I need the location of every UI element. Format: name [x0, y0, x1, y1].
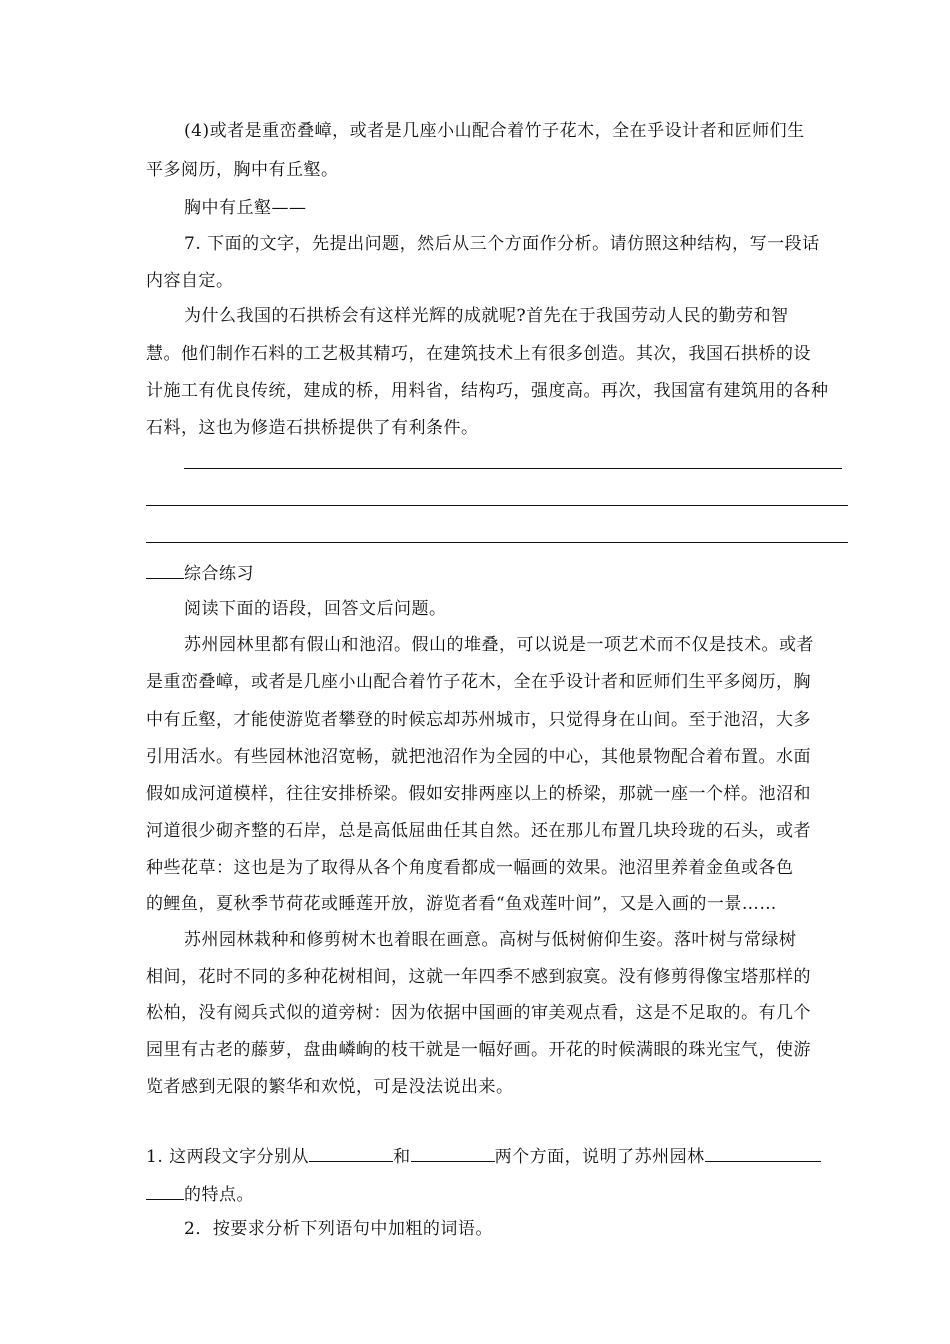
exercise-4-line-2: 平多阅历，胸中有丘壑。	[146, 160, 339, 180]
exercise-4-answer-prompt: 胸中有丘壑——	[184, 198, 307, 218]
answer-line-3[interactable]	[146, 542, 848, 543]
section-heading-text: 综合练习	[184, 564, 254, 584]
question-7-line-1: 7. 下面的文字，先提出问题，然后从三个方面作分析。请仿照这种结构，写一段话	[184, 234, 820, 254]
sample-passage-line-4: 石料，这也为修造石拱桥提供了有利条件。	[146, 418, 479, 438]
paragraph-2-line-4: 园里有古老的藤萝，盘曲嶙峋的枝干就是一幅好画。开花的时候满眼的珠光宝气，使游	[146, 1040, 811, 1060]
answer-line-2[interactable]	[146, 505, 848, 506]
paragraph-2-line-2: 相间，花时不同的多种花树相间，这就一年四季不感到寂寞。没有修剪得像宝塔那样的	[146, 967, 811, 987]
question-1-line-2	[146, 1181, 850, 1206]
question-1-blank-1[interactable]	[309, 1143, 393, 1162]
paragraph-2-line-1: 苏州园林栽种和修剪树木也着眼在画意。高树与低树俯仰生姿。落叶树与常绿树	[184, 930, 797, 950]
paragraph-1-line-2: 是重峦叠嶂，或者是几座小山配合着竹子花木，全在乎设计者和匠师们生平多阅历，胸	[146, 672, 811, 692]
question-1-blank-4[interactable]	[146, 1181, 184, 1200]
question-7-line-2: 内容自定。	[146, 271, 234, 291]
question-1-middle: 两个方面，说明了苏州园林	[494, 1147, 705, 1167]
section-blank[interactable]	[146, 560, 184, 579]
question-1-prefix: 1. 这两段文字分别从	[146, 1147, 310, 1167]
paragraph-1-line-8: 的鲤鱼，夏秋季节荷花或睡莲开放，游览者看“鱼戏莲叶间”，又是入画的一景……	[146, 894, 777, 914]
question-1-blank-3[interactable]	[705, 1143, 821, 1162]
question-1-connector: 和	[393, 1147, 411, 1167]
question-1-suffix: 的特点。	[184, 1185, 254, 1205]
sample-passage-line-2: 慧。他们制作石料的工艺极其精巧，在建筑技术上有很多创造。其次，我国石拱桥的设	[146, 344, 811, 364]
section-instruction: 阅读下面的语段，回答文后问题。	[184, 599, 447, 619]
paragraph-1-line-3: 中有丘壑，才能使游览者攀登的时候忘却苏州城市，只觉得身在山间。至于池沼，大多	[146, 710, 811, 730]
question-2-text: 2．按要求分析下列语句中加粗的词语。	[184, 1219, 493, 1239]
paragraph-2-line-3: 松柏，没有阅兵式似的道旁树：因为依据中国画的审美观点看，这是不足取的。有几个	[146, 1003, 811, 1023]
paragraph-1-line-1: 苏州园林里都有假山和池沼。假山的堆叠，可以说是一项艺术而不仅是技术。或者	[184, 635, 814, 655]
paragraph-1-line-7: 种些花草：这也是为了取得从各个角度看都成一幅画的效果。池沼里养着金鱼或各色	[146, 858, 794, 878]
exercise-4-line-1: (4)或者是重峦叠嶂，或者是几座小山配合着竹子花木，全在乎设计者和匠师们生	[184, 121, 805, 141]
paragraph-1-line-6: 河道很少砌齐整的石岸，总是高低屈曲任其自然。还在那儿布置几块玲珑的石头，或者	[146, 821, 811, 841]
sample-passage-line-1: 为什么我国的石拱桥会有这样光辉的成就呢?首先在于我国劳动人民的勤劳和智	[184, 306, 789, 326]
sample-passage-line-3: 计施工有优良传统，建成的桥，用料省，结构巧，强度高。再次，我国富有建筑用的各种	[146, 381, 829, 401]
section-heading	[146, 560, 850, 585]
paragraph-1-line-4: 引用活水。有些园林池沼宽畅，就把池沼作为全园的中心，其他景物配合着布置。水面	[146, 747, 811, 767]
answer-line-1[interactable]	[184, 468, 842, 469]
question-1-blank-2[interactable]	[411, 1143, 495, 1162]
paragraph-2-line-5: 览者感到无限的繁华和欢悦，可是没法说出来。	[146, 1077, 514, 1097]
paragraph-1-line-5: 假如成河道模样，往往安排桥梁。假如安排两座以上的桥梁，那就一座一个样。池沼和	[146, 784, 811, 804]
question-1-line-1	[146, 1143, 850, 1168]
